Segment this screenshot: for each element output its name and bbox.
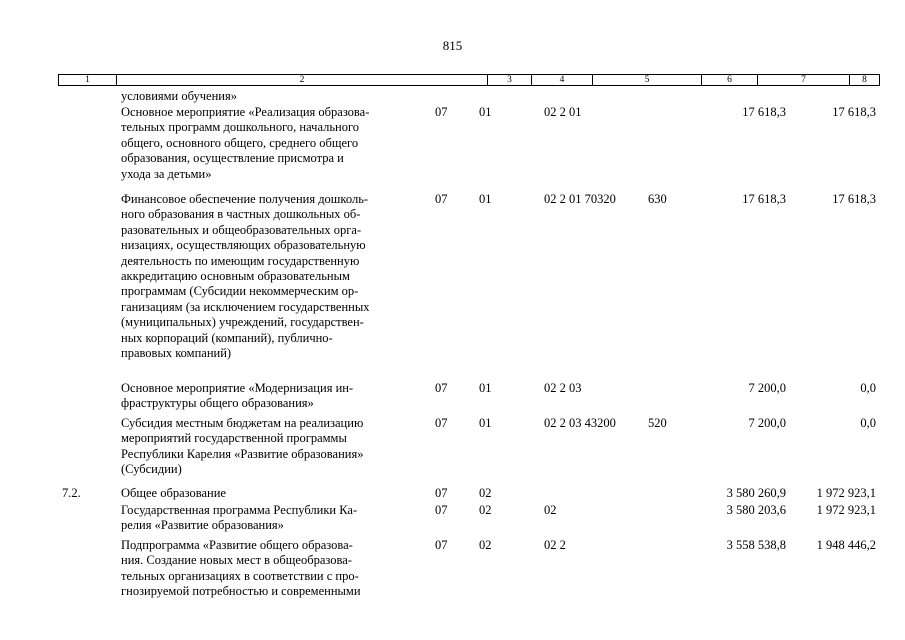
amount-col-7: 7 200,0 bbox=[748, 381, 786, 395]
target-item-code: 02 bbox=[544, 503, 557, 517]
row-description: условиями обучения» bbox=[121, 89, 237, 103]
row-description: Подпрограмма «Развитие общего образова- ния. Создание новых мест в общеобразова- тельных организациях в соответствии с про- гнозируемой потребностью и современными bbox=[121, 538, 361, 599]
section-code: 07 bbox=[435, 192, 448, 206]
subsection-code: 02 bbox=[479, 538, 492, 552]
amount-col-8: 1 972 923,1 bbox=[816, 503, 876, 517]
subsection-code: 02 bbox=[479, 486, 492, 500]
section-code: 07 bbox=[435, 486, 448, 500]
column-header-7: 7 bbox=[757, 75, 849, 85]
amount-col-8: 1 972 923,1 bbox=[816, 486, 876, 500]
expense-type-code: 630 bbox=[648, 192, 667, 206]
section-code: 07 bbox=[435, 416, 448, 430]
column-header-5: 5 bbox=[592, 75, 701, 85]
amount-col-8: 1 948 446,2 bbox=[816, 538, 876, 552]
row-description: Общее образование bbox=[121, 486, 226, 500]
amount-col-7: 3 558 538,8 bbox=[726, 538, 786, 552]
amount-col-7: 17 618,3 bbox=[742, 192, 786, 206]
column-header-4: 4 bbox=[531, 75, 592, 85]
row-description: Финансовое обеспечение получения дошколь- ного образования в частных дошкольных об- разовательных и общеобразовательных орга- низациях, осуществляющих образовательную деятельность по имеющим государственную аккредитацию основным образовательным программам (Субсидии некоммерческим ор- ганизациям (за исключением государственных (муниципальных) учреждений, государствен- ных корпораций (компаний), публично- правовых компаний) bbox=[121, 192, 370, 361]
column-header-8: 8 bbox=[849, 75, 879, 85]
amount-col-7: 3 580 260,9 bbox=[726, 486, 786, 500]
target-item-code: 02 2 01 70320 bbox=[544, 192, 616, 206]
row-description: Основное мероприятие «Реализация образова- тельных программ дошкольного, начального общего, основного общего, среднего общего образования, осуществление присмотра и ухода за детьми» bbox=[121, 105, 370, 181]
page-number: 815 bbox=[442, 38, 463, 53]
subsection-code: 01 bbox=[479, 381, 492, 395]
row-number: 7.2. bbox=[62, 486, 81, 500]
amount-col-8: 17 618,3 bbox=[832, 105, 876, 119]
expense-type-code: 520 bbox=[648, 416, 667, 430]
target-item-code: 02 2 01 bbox=[544, 105, 582, 119]
row-description: Государственная программа Республики Ка- релия «Развитие образования» bbox=[121, 503, 358, 533]
subsection-code: 02 bbox=[479, 503, 492, 517]
amount-col-8: 0,0 bbox=[860, 381, 876, 395]
amount-col-7: 17 618,3 bbox=[742, 105, 786, 119]
column-header-1: 1 bbox=[85, 75, 90, 85]
column-header-3: 3 bbox=[487, 75, 531, 85]
subsection-code: 01 bbox=[479, 192, 492, 206]
subsection-code: 01 bbox=[479, 416, 492, 430]
subsection-code: 01 bbox=[479, 105, 492, 119]
section-code: 07 bbox=[435, 105, 448, 119]
target-item-code: 02 2 bbox=[544, 538, 566, 552]
row-description: Субсидия местным бюджетам на реализацию мероприятий государственной программы Республики Карелия «Развитие образования» (Субсидии) bbox=[121, 416, 364, 477]
section-code: 07 bbox=[435, 503, 448, 517]
column-header-6: 6 bbox=[701, 75, 757, 85]
column-header-2: 2 bbox=[116, 75, 487, 85]
target-item-code: 02 2 03 bbox=[544, 381, 582, 395]
amount-col-8: 17 618,3 bbox=[832, 192, 876, 206]
amount-col-8: 0,0 bbox=[860, 416, 876, 430]
row-description: Основное мероприятие «Модернизация ин- фраструктуры общего образования» bbox=[121, 381, 354, 411]
section-code: 07 bbox=[435, 381, 448, 395]
amount-col-7: 7 200,0 bbox=[748, 416, 786, 430]
amount-col-7: 3 580 203,6 bbox=[726, 503, 786, 517]
section-code: 07 bbox=[435, 538, 448, 552]
target-item-code: 02 2 03 43200 bbox=[544, 416, 616, 430]
table-header-row bbox=[58, 74, 880, 86]
